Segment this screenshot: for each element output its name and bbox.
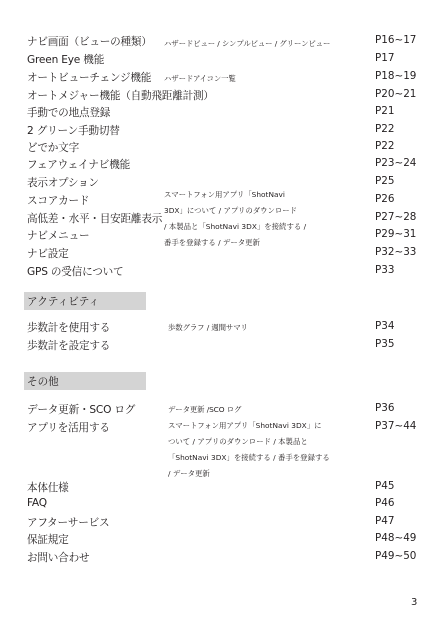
app-use-description-line: ついて / アプリのダウンロード / 本製品と: [168, 437, 308, 446]
section-header-label: その他: [27, 376, 59, 388]
toc-title: ナビメニュー: [27, 230, 90, 242]
toc-page: P18~19: [375, 70, 417, 82]
toc-page: P26: [375, 193, 395, 205]
toc-title: FAQ: [27, 497, 47, 509]
toc-title: Green Eye 機能: [27, 54, 105, 66]
toc-title: 高低差・水平・目安距離表示: [27, 213, 163, 225]
app-description-line: スマートフォン用アプリ「ShotNavi: [164, 190, 285, 199]
section-header-other: [24, 372, 146, 390]
toc-page: P34: [375, 320, 395, 332]
toc-title: ナビ画面（ビューの種類）: [27, 36, 152, 48]
app-use-description-line: スマートフォン用アプリ「ShotNavi 3DX」に: [168, 421, 322, 430]
toc-page: P45: [375, 480, 395, 492]
toc-title: どでか文字: [27, 142, 79, 154]
toc-title: 歩数計を設定する: [27, 340, 111, 352]
toc-page: P46: [375, 497, 395, 509]
toc-title: 歩数計を使用する: [27, 322, 111, 334]
toc-page: P16~17: [375, 34, 417, 46]
app-description-line: 番手を登録する / データ更新: [164, 238, 260, 247]
toc-title: 表示オプション: [27, 177, 99, 189]
toc-title: スコアカード: [27, 195, 90, 207]
toc-page: P20~21: [375, 88, 417, 100]
toc-title: アフターサービス: [27, 517, 110, 529]
toc-title: ナビ設定: [27, 248, 69, 260]
app-use-description-line: / データ更新: [168, 469, 210, 478]
toc-desc: ハザードアイコン一覧: [164, 74, 236, 83]
toc-page: P25: [375, 175, 395, 187]
toc-page: P33: [375, 264, 395, 276]
toc-title: オートメジャー機能（自動飛距離計測）: [27, 90, 214, 102]
toc-page: P48~49: [375, 532, 417, 544]
app-use-description-line: 「ShotNavi 3DX」を接続する / 番手を登録する: [168, 453, 330, 462]
toc-desc: ハザードビュー / シンプルビュー / グリーンビュー: [164, 39, 331, 48]
toc-page: P49~50: [375, 550, 417, 562]
app-description: [164, 187, 306, 251]
toc-page: P21: [375, 105, 395, 117]
toc-page: P32~33: [375, 246, 417, 258]
toc-page: P17: [375, 52, 395, 64]
section-header-label: アクティビティ: [27, 296, 100, 308]
toc-page: P35: [375, 338, 395, 350]
page-number: 3: [411, 597, 418, 608]
toc-page: P36: [375, 402, 395, 414]
toc-title: 手動での地点登録: [27, 107, 111, 119]
app-description-line: / 本製品と「ShotNavi 3DX」を接続する /: [164, 222, 307, 231]
toc-page: P22: [375, 123, 395, 135]
toc-page: P37~44: [375, 420, 417, 432]
toc-title: 保証規定: [27, 534, 69, 546]
toc-title: フェアウェイナビ機能: [27, 159, 130, 171]
toc-title: オートビューチェンジ機能: [27, 72, 152, 84]
toc-title: 本体仕様: [27, 482, 69, 494]
toc-title: お問い合わせ: [27, 552, 90, 564]
toc-desc: データ更新 /SCO ログ: [168, 405, 242, 414]
toc-page: P22: [375, 140, 395, 152]
toc-page: P23~24: [375, 157, 417, 169]
app-description-line: 3DX」について / アプリのダウンロード: [164, 206, 298, 215]
toc-page: P27~28: [375, 211, 417, 223]
app-use-description: [168, 418, 330, 482]
toc-title: 2 グリーン手動切替: [27, 125, 120, 137]
toc-title: アプリを活用する: [27, 422, 110, 434]
toc-desc: 歩数グラフ / 週間サマリ: [168, 323, 248, 332]
section-header-activity: [24, 292, 146, 310]
toc-title: データ更新・SCO ログ: [27, 404, 136, 416]
toc-page: P47: [375, 515, 395, 527]
toc-page: P29~31: [375, 228, 417, 240]
toc-title: GPS の受信について: [27, 266, 124, 278]
